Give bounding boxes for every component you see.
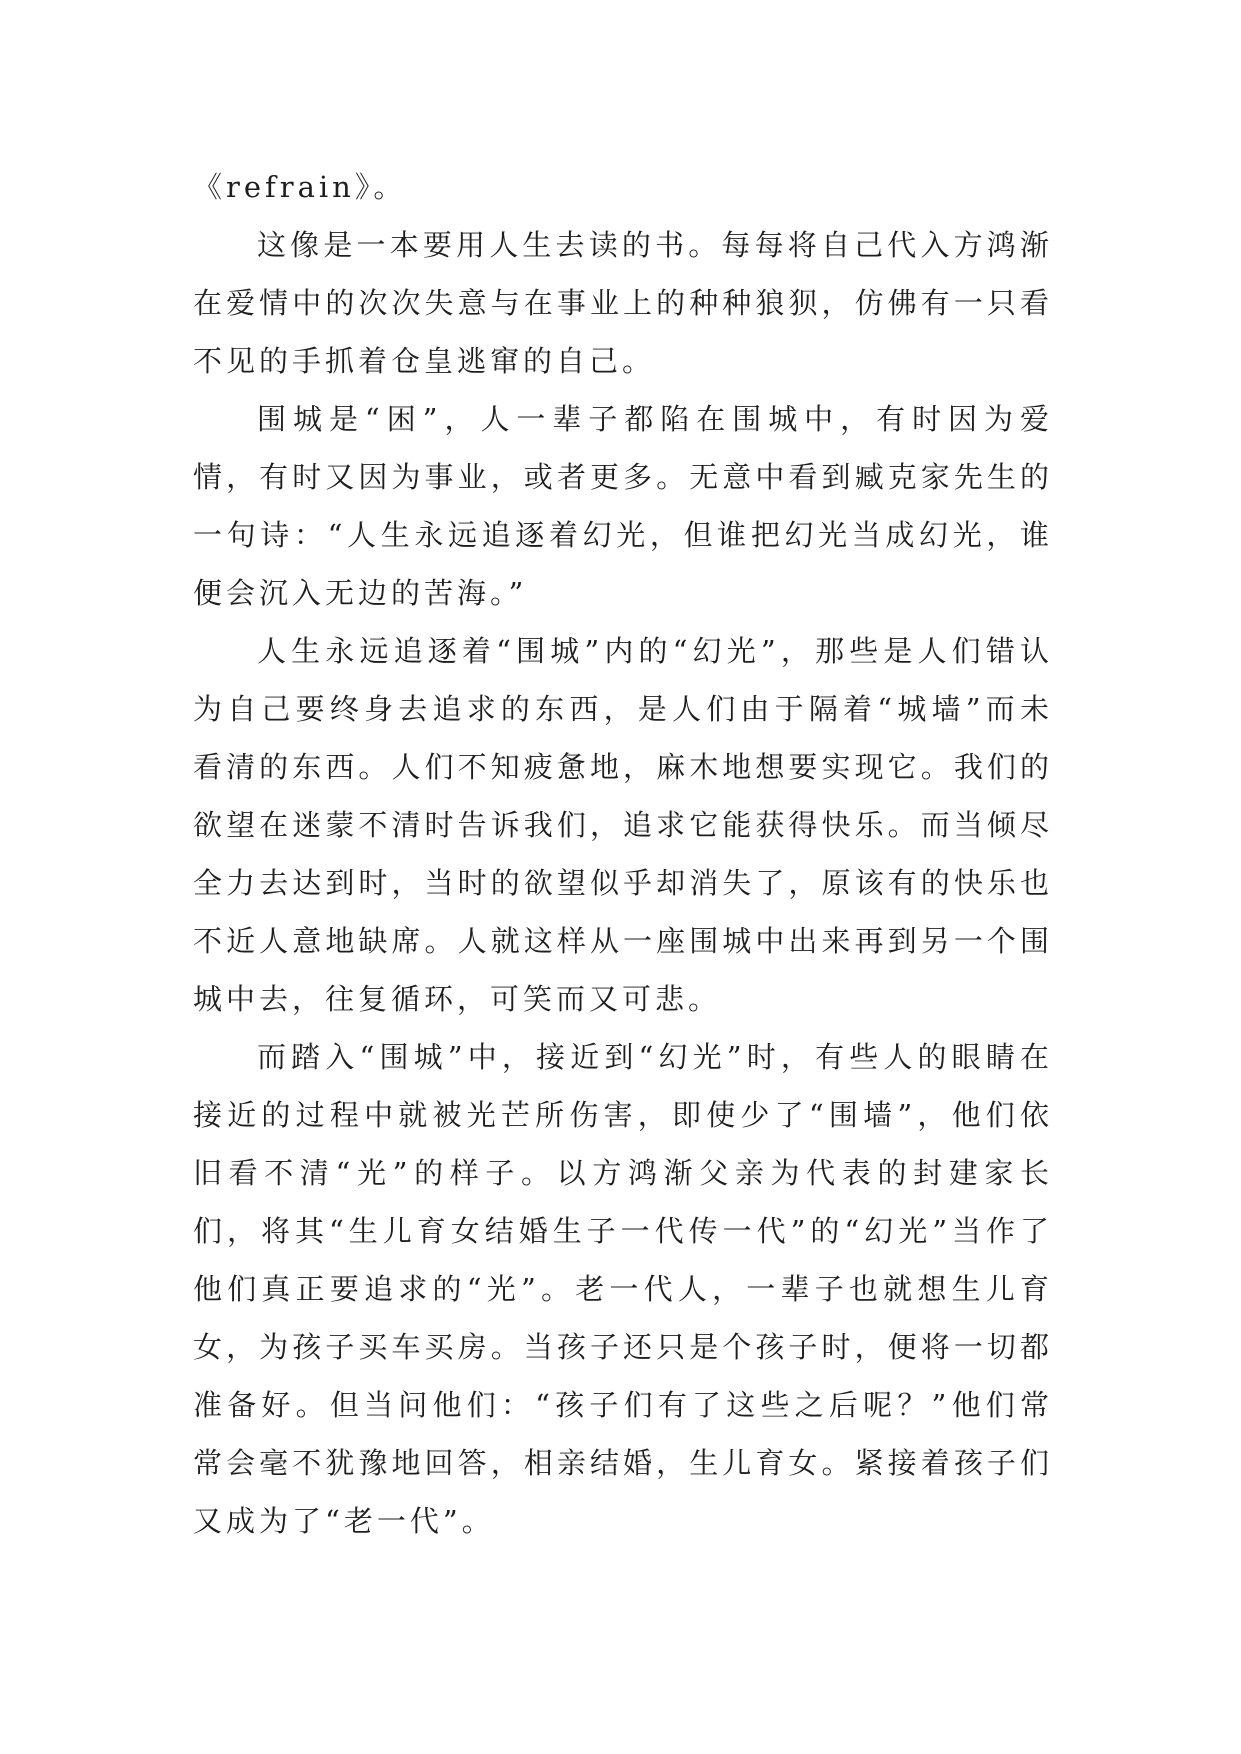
paragraph: 而踏入“围城”中，接近到“幻光”时，有些人的眼睛在接近的过程中就被光芒所伤害，即使少了“围墙”，他们依旧看不清“光”的样子。以方鸿渐父亲为代表的封建家长们，将其“生儿育女结婚生子一代传一代”的“幻光”当作了他们真正要追求的“光”。老一代人，一辈子也就想生儿育女，为孩子买车买房。当孩子还只是个孩子时，便将一切都准备好。但当问他们：“孩子们有了这些之后呢？”他们常常会毫不犹豫地回答，相亲结婚，生儿育女。紧接着孩子们又成为了“老一代”。 [193,1040,1053,1538]
paragraph-title-fragment: 《refrain》。 [193,170,407,204]
paragraph: 人生永远追逐着“围城”内的“幻光”，那些是人们错认为自己要终身去追求的东西，是人们由于隔着“城墙”而未看清的东西。人们不知疲惫地，麻木地想要实现它。我们的欲望在迷蒙不清时告诉我们，追求它能获得快乐。而当倾尽全力去达到时，当时的欲望似乎却消失了，原该有的快乐也不近人意地缺席。人就这样从一座围城中出来再到另一个围城中去，往复循环，可笑而又可悲。 [193,634,1053,1016]
paragraph: 这像是一本要用人生去读的书。每每将自己代入方鸿渐在爱情中的次次失意与在事业上的种种狼狈，仿佛有一只看不见的手抓着仓皇逃窜的自己。 [193,228,1053,378]
body-text [193,158,1053,1550]
paragraph: 围城是“困”，人一辈子都陷在围城中，有时因为爱情，有时又因为事业，或者更多。无意中看到臧克家先生的一句诗：“人生永远追逐着幻光，但谁把幻光当成幻光，谁便会沉入无边的苦海。” [193,402,1053,610]
